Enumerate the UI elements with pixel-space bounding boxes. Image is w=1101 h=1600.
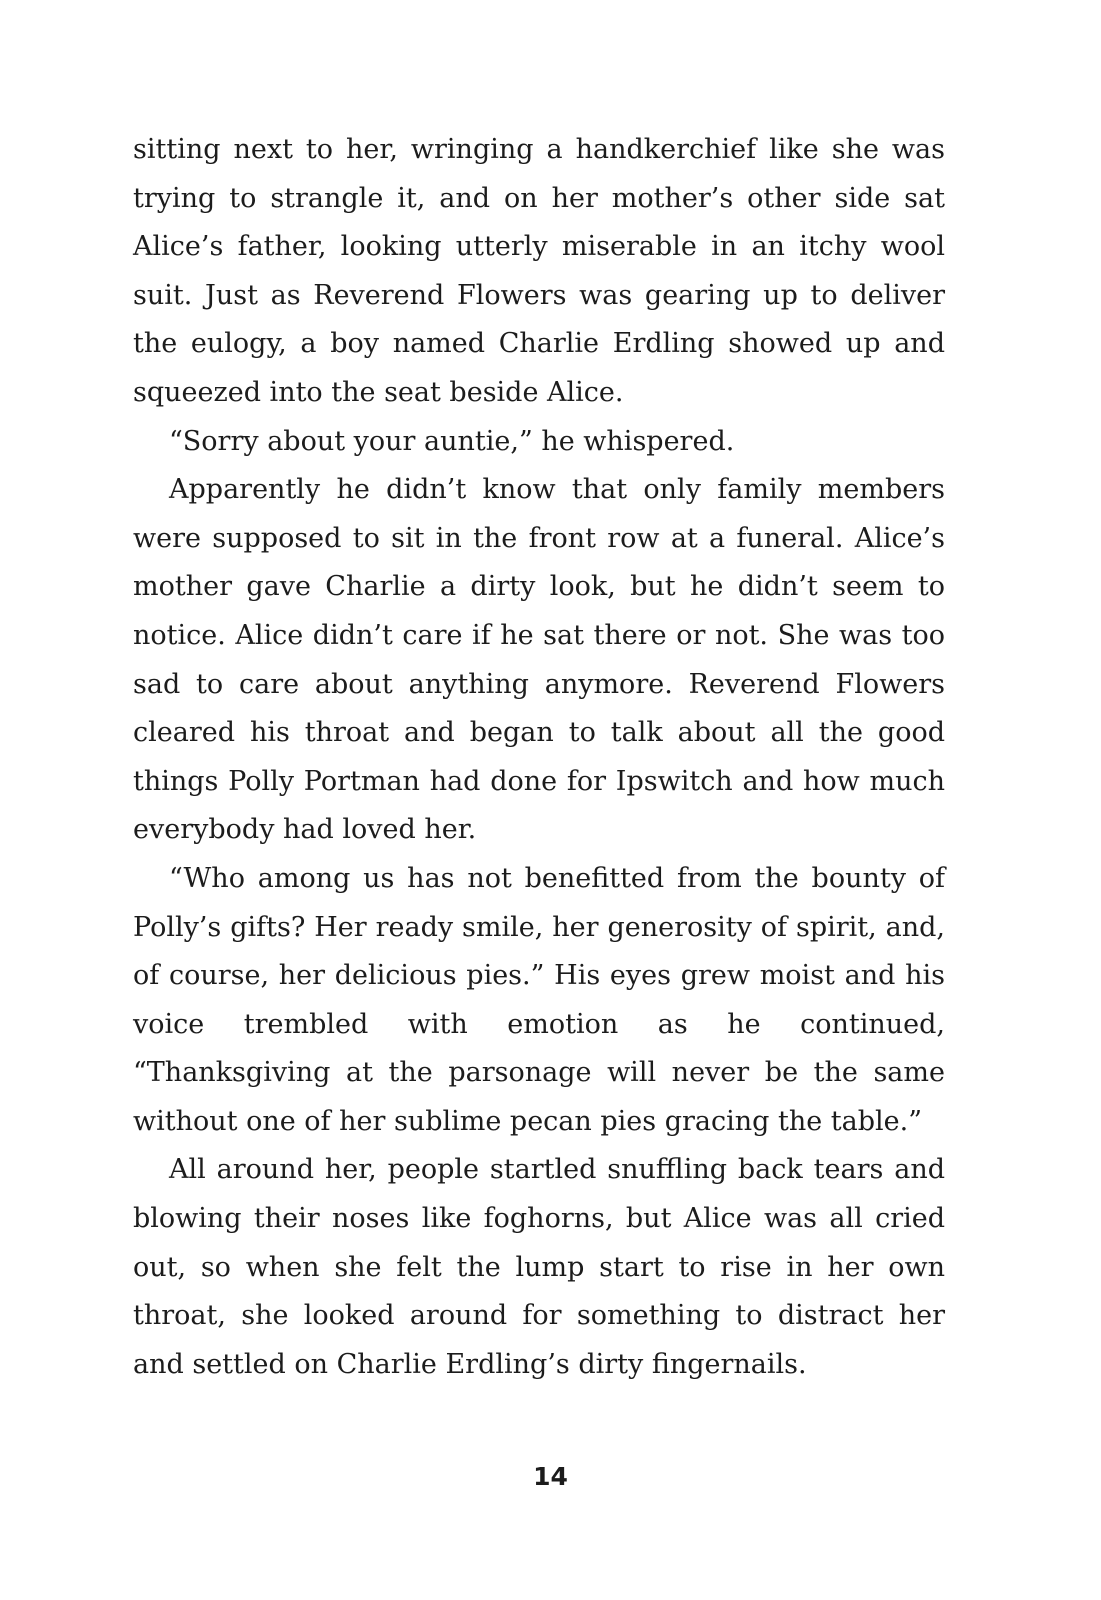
paragraph-dialogue: “Sorry about your auntie,” he whispered.: [169, 425, 735, 457]
page-number: 14: [533, 1462, 568, 1491]
paragraph-dialogue: “Who among us has not benefitted from the bounty of Polly’s gifts? Her ready smile, her generosity of spirit, and, of course, her delicious pies.” His eyes grew moist and his voice trembled with emotion as he continued, “Thanksgiving at the parsonage will never be the same without one of her sublime pecan pies gracing the table.”: [133, 862, 945, 1137]
body-text: [133, 126, 945, 1389]
paragraph: Apparently he didn’t know that only family members were supposed to sit in the front row at a funeral. Alice’s mother gave Charlie a dirty look, but he didn’t seem to notice. Alice didn’t care if he sat there or not. She was too sad to care about anything anymore. Reverend Flowers cleared his throat and began to talk about all the good things Polly Portman had done for Ipswitch and how much everybody had loved her.: [133, 474, 945, 846]
paragraph: All around her, people startled snuffling back tears and blowing their noses like foghorns, but Alice was all cried out, so when she felt the lump start to rise in her own throat, she looked around for something to distract her and settled on Charlie Erdling’s dirty fingernails.: [133, 1154, 945, 1380]
paragraph-continuation: sitting next to her, wringing a handkerchief like she was trying to strangle it, and on her mother’s other side sat Alice’s father, looking utterly miserable in an itchy wool suit. Just as Reverend Flowers was gearing up to deliver the eulogy, a boy named Charlie Erdling showed up and squeezed into the seat beside Alice.: [133, 134, 945, 408]
